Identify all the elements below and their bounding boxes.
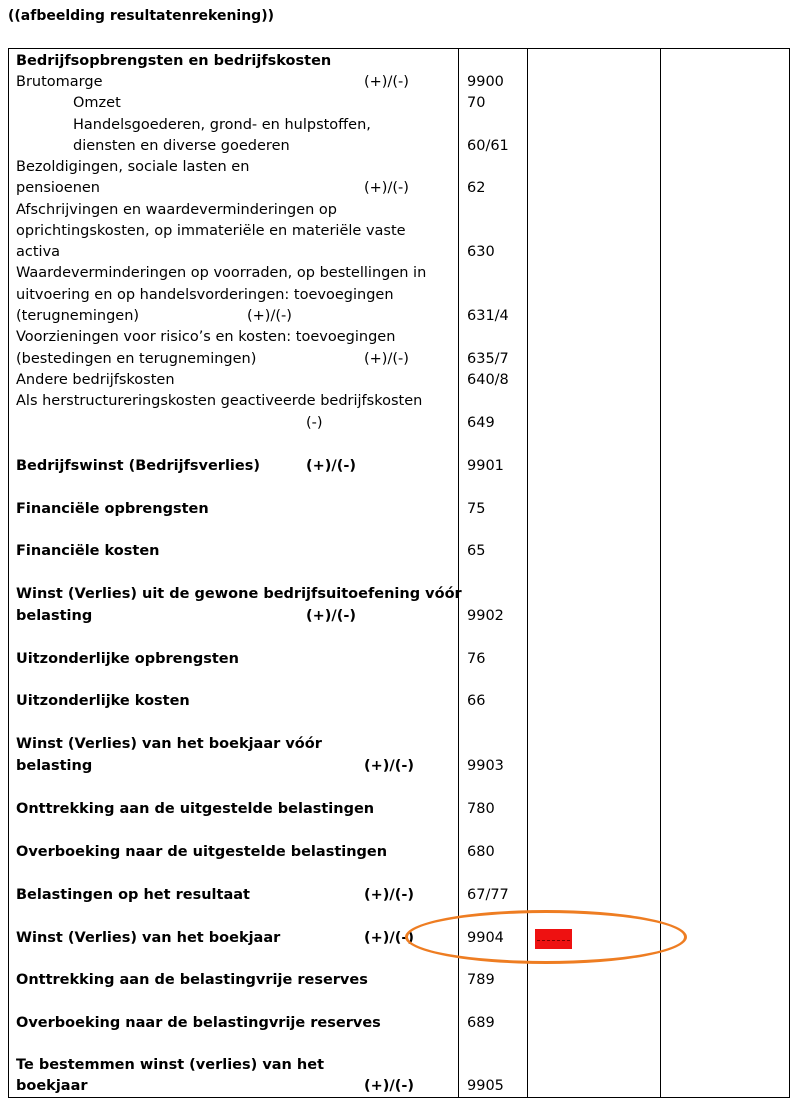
row-label: Handelsgoederen, grond- en hulpstoffen, — [73, 117, 371, 133]
row-code: 689 — [467, 1015, 495, 1031]
row-label: boekjaar — [16, 1078, 88, 1094]
row-label: Financiële opbrengsten — [16, 501, 209, 517]
row-label: Andere bedrijfskosten — [16, 372, 175, 388]
row-sign: (+)/(-) — [306, 608, 356, 624]
row-sign: (-) — [306, 415, 323, 431]
row-code: 66 — [467, 693, 486, 709]
row-label: Winst (Verlies) uit de gewone bedrijfsuitoefening vóór — [16, 586, 462, 602]
row-label: Afschrijvingen en waardeverminderingen op — [16, 202, 338, 218]
section-header: Bedrijfsopbrengsten en bedrijfskosten — [16, 53, 332, 69]
row-sign: (+)/(-) — [364, 351, 409, 367]
row-code: 680 — [467, 844, 495, 860]
row-label: Onttrekking aan de uitgestelde belastingen — [16, 801, 375, 817]
row-label: activa — [16, 244, 61, 260]
row-sign: (+)/(-) — [364, 758, 414, 774]
row-label: Onttrekking aan de belastingvrije reserves — [16, 972, 368, 988]
row-label: diensten en diverse goederen — [73, 138, 290, 154]
row-code: 62 — [467, 180, 486, 196]
row-code: 640/8 — [467, 372, 509, 388]
row-label: Brutomarge — [16, 74, 103, 90]
row-code: 649 — [467, 415, 495, 431]
row-label: (terugnemingen) — [16, 308, 140, 324]
row-code: 780 — [467, 801, 495, 817]
row-label: pensioenen — [16, 180, 100, 196]
row-code: 630 — [467, 244, 495, 260]
row-code: 60/61 — [467, 138, 509, 154]
row-code: 65 — [467, 543, 486, 559]
row-code: 9900 — [467, 74, 504, 90]
row-label: Waardeverminderingen op voorraden, op bestellingen in — [16, 265, 427, 281]
row-label: Bezoldigingen, sociale lasten en — [16, 159, 250, 175]
row-label: Winst (Verlies) van het boekjaar — [16, 930, 281, 946]
row-code: 9901 — [467, 458, 504, 474]
row-sign: (+)/(-) — [364, 930, 414, 946]
row-label: Uitzonderlijke kosten — [16, 693, 190, 709]
row-label: belasting — [16, 758, 93, 774]
row-label: Bedrijfswinst (Bedrijfsverlies) — [16, 458, 260, 474]
row-code: 75 — [467, 501, 486, 517]
row-label: Voorzieningen voor risico’s en kosten: toevoegingen — [16, 329, 396, 345]
row-sign: (+)/(-) — [364, 180, 409, 196]
row-label: Als herstructureringskosten geactiveerde bedrijfskosten — [16, 393, 423, 409]
row-label: Omzet — [73, 95, 121, 111]
row-code: 67/77 — [467, 887, 509, 903]
row-code: 9903 — [467, 758, 504, 774]
row-sign: (+)/(-) — [247, 308, 292, 324]
row-label: Financiële kosten — [16, 543, 160, 559]
row-sign: (+)/(-) — [364, 1078, 414, 1094]
highlight-ellipse — [405, 910, 687, 964]
row-label: oprichtingskosten, op immateriële en materiële vaste — [16, 223, 406, 239]
row-code: 70 — [467, 95, 486, 111]
row-sign: (+)/(-) — [306, 458, 356, 474]
row-label: Overboeking naar de belastingvrije reserves — [16, 1015, 381, 1031]
row-code: 9902 — [467, 608, 504, 624]
row-code: 635/7 — [467, 351, 509, 367]
row-code: 789 — [467, 972, 495, 988]
row-label: Belastingen op het resultaat — [16, 887, 250, 903]
row-label: Overboeking naar de uitgestelde belastingen — [16, 844, 388, 860]
row-code: 76 — [467, 651, 486, 667]
page-caption: ((afbeelding resultatenrekening)) — [8, 8, 274, 24]
row-label: Winst (Verlies) van het boekjaar vóór — [16, 736, 322, 752]
row-sign: (+)/(-) — [364, 887, 414, 903]
row-code: 9905 — [467, 1078, 504, 1094]
row-code: 631/4 — [467, 308, 509, 324]
row-sign: (+)/(-) — [364, 74, 409, 90]
row-code: 9904 — [467, 930, 504, 946]
row-label: Uitzonderlijke opbrengsten — [16, 651, 239, 667]
row-label: belasting — [16, 608, 93, 624]
row-label: uitvoering en op handelsvorderingen: toevoegingen — [16, 287, 394, 303]
row-label: Te bestemmen winst (verlies) van het — [16, 1057, 325, 1073]
row-label: (bestedingen en terugnemingen) — [16, 351, 257, 367]
